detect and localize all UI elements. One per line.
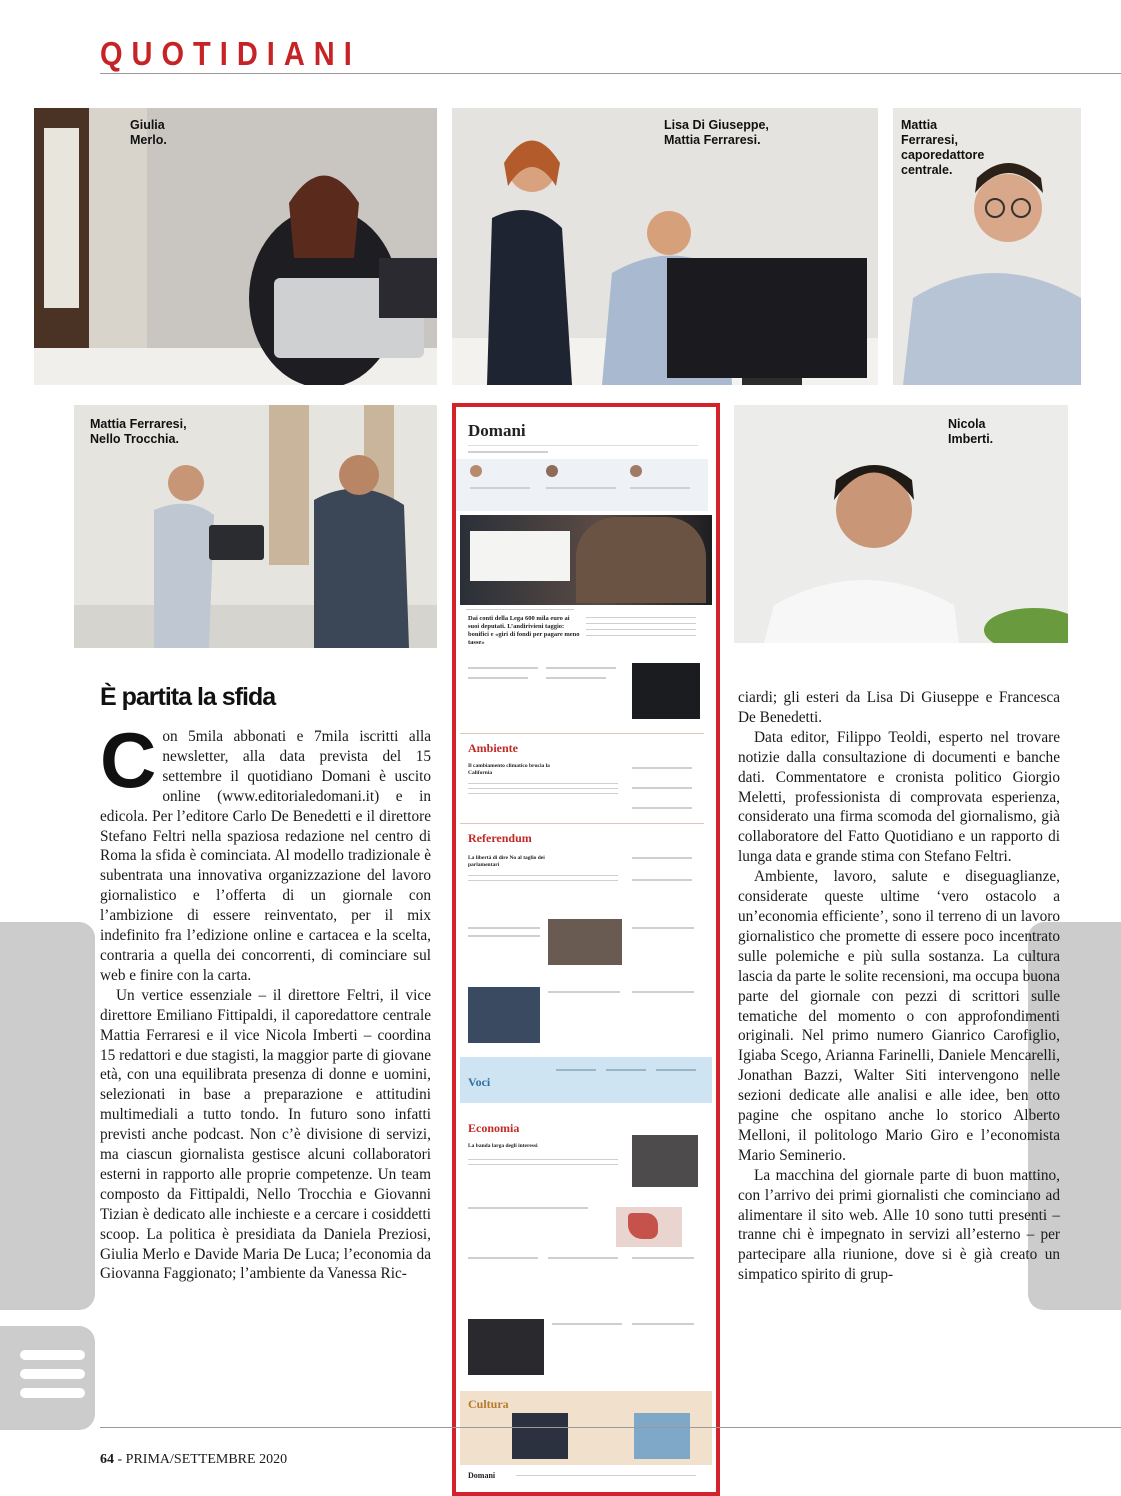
website-economia-headline: La banda larga degli interessi xyxy=(468,1143,538,1149)
section-title: QUOTIDIANI xyxy=(100,36,361,73)
page-number: 64 xyxy=(100,1452,114,1467)
website-referendum-headline: La libertà di dire No al taglio dei parlamentari xyxy=(468,855,545,868)
article-paragraph: Data editor, Filippo Teoldi, esperto nel trovare notizie dalla consultazione di documenti e banche dati. Commentatore e cronista politico Giorgio Meletti, professionista di comprovata esperienza, considerato una firma scomoda del giornalismo, già collaboratore del Fatto Quotidiano e un rapporto di lunga data e grande stima con Stefano Feltri. xyxy=(738,728,1060,866)
photo-illustration xyxy=(452,108,878,385)
article-paragraph: Ambiente, lavoro, salute e diseguaglianze, considerate queste ultime ‘vero ostacolo a un’economia efficiente’, sono il terreno di un lavoro giornalistico che promette di essere poco incentrato sulle polemiche e più sulla sostanza. La cultura lascia da parte le solite recensioni, ma occupa buona parte del giornale con pezzi di scrittori sulle tematiche del momento o con approfondimenti originali. Nel primo numero Gianrico Carofiglio, Igiaba Scego, Arianna Farinelli, Daniele Mencarelli, Jonathan Bazzi, Walter Siti intervengono nelle sezioni dedicate alle analisi e alle idee, ben otto pagine che ospitano anche lo storico Alberto Melloni, il politologo Mario Giro e l’economista Mario Seminerio. xyxy=(738,868,1060,1164)
website-section-referendum: Referendum xyxy=(468,831,532,845)
photo-caption: Giulia Merlo. xyxy=(130,118,167,147)
website-section-economia: Economia xyxy=(468,1121,520,1135)
domani-website-screenshot xyxy=(452,403,720,1496)
website-section-voci: Voci xyxy=(468,1075,491,1089)
dropcap: C xyxy=(100,716,157,804)
photo-caption: Mattia Ferraresi, Nello Trocchia. xyxy=(90,417,187,446)
article-paragraph: La macchina del giornale parte di buon mattino, con l’arrivo dei primi giornalisti che cominciano ad alimentare il sito web. Alle 10 sono tutti presenti – tranne chi è impegnato in servizi all’esterno – per partecipare alla riunione, dove si è già creato un simpatico spirito di grup- xyxy=(738,1166,1060,1284)
photo-illustration xyxy=(734,405,1068,643)
photo-nicola-imberti xyxy=(734,405,1068,643)
article-headline: È partita la sfida xyxy=(100,683,276,711)
side-tab-left-lower xyxy=(0,1326,95,1430)
website-brand: Domani xyxy=(468,421,526,440)
website-section-cultura: Cultura xyxy=(468,1397,509,1411)
website-ambiente-headline: Il cambiamento climatico brucia la California xyxy=(468,763,550,776)
photo-mattia-ferraresi xyxy=(893,108,1081,385)
page-folio: 64 - PRIMA/SETTEMBRE 2020 xyxy=(100,1452,288,1467)
publication-name: PRIMA/SETTEMBRE 2020 xyxy=(125,1452,288,1467)
header-rule xyxy=(100,73,1121,74)
article-paragraph: Con 5mila abbonati e 7mila iscritti alla newsletter, alla data prevista del 15 settembre il quotidiano Domani è uscito online (www.editorialedomani.it) e in edicola. Per l’editore Carlo De Benedetti e il direttore Stefano Feltri nella spaziosa redazione nel centro di Roma la sfida è cominciata. Al modello tradizionale è subentrata una innovativa organizzazione del lavoro giornalistico e l’offerta di un giornale con l’ambizione di essere reinventato, per il mix indefinito fra l’edizione online e cartacea e la scelta, contraria a quella dei concorrenti, di cominciare sul web e finire con la carta. xyxy=(100,716,431,984)
side-tab-left xyxy=(0,922,95,1310)
article-column-1 xyxy=(100,716,431,1284)
photo-caption: Mattia Ferraresi, caporedattore centrale. xyxy=(901,118,985,177)
photo-di-giuseppe-ferraresi xyxy=(452,108,878,385)
photo-caption: Lisa Di Giuseppe, Mattia Ferraresi. xyxy=(664,118,769,147)
photo-illustration xyxy=(34,108,437,385)
article-column-2 xyxy=(738,688,1060,1285)
website-lead-headline: Dai conti della Lega 600 mila euro ai suoi deputati. L’andirivieni taggio: bonifici e «giri di fondi per pagare meno tasse» xyxy=(468,615,580,646)
photo-caption: Nicola Imberti. xyxy=(948,417,994,446)
article-paragraph: Un vertice essenziale – il direttore Feltri, il vice direttore Emiliano Fittipaldi, il caporedattore centrale Mattia Ferraresi e il vice Nicola Imberti – coordina 15 redattori e due stagisti, la maggior parte di giovane età, con una equilibrata presenza di donne e uomini, selezionati in base a preparazione e attitudini multimediali a tutto tondo. In futuro sono infatti previsti anche podcast. Non c’è divisione di servizi, ma ciascun giornalista gestisce alcuni collaboratori esterni in rapporto alle proprie competenze. Un team composto da Fittipaldi, Nello Trocchia e Giovanni Tizian è dedicato alle inchieste e a cercare i cosiddetti scoop. La politica è presidiata da Daniela Preziosi, Giulia Merlo e Davide Maria De Luca; l’economia da Giovanna Faggionato; l’ambiente da Vanessa Ric- xyxy=(100,986,431,1283)
website-section-ambiente: Ambiente xyxy=(468,741,518,755)
photo-giulia-merlo xyxy=(34,108,437,385)
menu-icon xyxy=(20,1350,85,1398)
photo-ferraresi-trocchia xyxy=(74,405,437,648)
website-footer-brand: Domani xyxy=(468,1471,496,1480)
footer-rule xyxy=(100,1427,1121,1428)
article-paragraph: ciardi; gli esteri da Lisa Di Giuseppe e Francesca De Benedetti. xyxy=(738,689,1060,726)
